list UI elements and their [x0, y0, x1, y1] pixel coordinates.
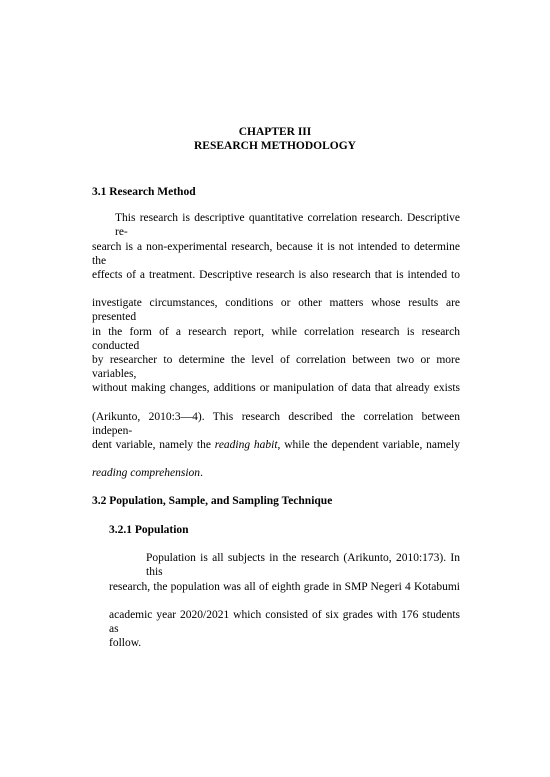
- section-heading-3-2-1: 3.2.1 Population: [109, 524, 189, 536]
- paragraph-line: Population is all subjects in the research (Arikunto, 2010:173). In this: [146, 552, 460, 578]
- paragraph-line: (Arikunto, 2010:3—4). This research described the correlation between indepen-: [92, 411, 460, 437]
- paragraph-line: [92, 438, 460, 452]
- paragraph-line: This research is descriptive quantitative correlation research. Descriptive re-: [115, 212, 460, 238]
- paragraph-line: investigate circumstances, conditions or other matters whose results are presented: [92, 297, 460, 323]
- paragraph-line: academic year 2020/2021 which consisted of six grades with 176 students as: [109, 609, 460, 635]
- paragraph-line: [92, 466, 203, 480]
- paragraph-text: dent variable, namely the: [92, 439, 215, 451]
- paragraph-text: , while the dependent variable, namely: [277, 439, 460, 451]
- paragraph-line: without making changes, additions or manipulation of data that already exists: [92, 382, 460, 394]
- section-heading-3-2: 3.2 Population, Sample, and Sampling Technique: [92, 495, 333, 507]
- italic-term-reading-habit: reading habit: [214, 439, 278, 451]
- italic-term-reading-comprehension: reading comprehension: [92, 467, 201, 479]
- paragraph-line: search is a non-experimental research, because it is not intended to determine the: [92, 241, 460, 267]
- paragraph-line: effects of a treatment. Descriptive research is also research that is intended to: [92, 269, 460, 281]
- chapter-title: RESEARCH METHODOLOGY: [194, 140, 356, 152]
- paragraph-line: in the form of a research report, while correlation research is research conducted: [92, 326, 460, 352]
- paragraph-line: research, the population was all of eighth grade in SMP Negeri 4 Kotabumi: [109, 581, 460, 593]
- section-heading-3-1: 3.1 Research Method: [92, 186, 196, 198]
- chapter-number: CHAPTER III: [238, 126, 312, 138]
- paragraph-text: .: [200, 467, 203, 479]
- paragraph-line: by researcher to determine the level of correlation between two or more variables,: [92, 354, 460, 380]
- paragraph-line: follow.: [109, 637, 142, 649]
